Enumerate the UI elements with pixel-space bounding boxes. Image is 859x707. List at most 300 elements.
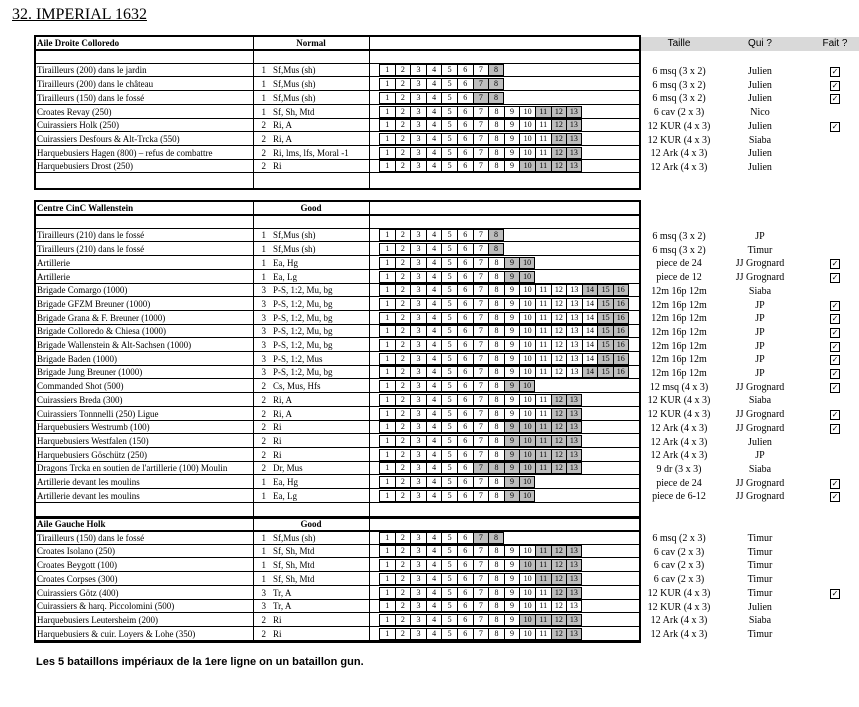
hit-box[interactable]: 6 xyxy=(457,462,473,474)
hit-box[interactable]: 4 xyxy=(426,339,442,351)
hit-box[interactable]: 13 xyxy=(566,160,582,172)
checkbox-checked-icon[interactable]: ✓ xyxy=(831,410,839,420)
hit-box[interactable]: 10 xyxy=(519,147,535,159)
hit-box[interactable]: 4 xyxy=(426,490,442,502)
hit-box[interactable]: 1 xyxy=(379,119,395,131)
hit-box[interactable]: 2 xyxy=(395,119,411,131)
fait-checkbox[interactable] xyxy=(820,93,850,104)
hit-box[interactable]: 5 xyxy=(441,587,457,599)
hit-box[interactable]: 6 xyxy=(457,339,473,351)
hit-box[interactable]: 1 xyxy=(379,298,395,310)
checkbox-checked-icon[interactable]: ✓ xyxy=(831,355,839,365)
hit-box[interactable]: 7 xyxy=(473,298,489,310)
hit-box[interactable]: 10 xyxy=(519,160,535,172)
hit-box[interactable]: 6 xyxy=(457,353,473,365)
hit-box[interactable]: 16 xyxy=(613,312,629,324)
hit-box[interactable]: 1 xyxy=(379,325,395,337)
hit-box[interactable]: 11 xyxy=(535,298,551,310)
hit-box[interactable]: 7 xyxy=(473,312,489,324)
hit-box[interactable]: 8 xyxy=(488,92,504,104)
hit-box[interactable]: 13 xyxy=(566,284,582,296)
hit-box[interactable]: 11 xyxy=(535,545,551,557)
hit-box[interactable]: 3 xyxy=(410,160,426,172)
hit-box[interactable]: 1 xyxy=(379,133,395,145)
hit-box[interactable]: 5 xyxy=(441,78,457,90)
hit-box[interactable]: 14 xyxy=(582,339,598,351)
hit-box[interactable]: 5 xyxy=(441,532,457,544)
checkbox-checked-icon[interactable]: ✓ xyxy=(831,492,839,502)
hit-box[interactable]: 8 xyxy=(488,490,504,502)
hit-box[interactable]: 3 xyxy=(410,628,426,640)
hit-box[interactable]: 10 xyxy=(519,312,535,324)
hit-box[interactable]: 3 xyxy=(410,229,426,241)
hit-box[interactable]: 1 xyxy=(379,366,395,378)
hit-box[interactable]: 9 xyxy=(504,573,520,585)
hit-box[interactable]: 14 xyxy=(582,353,598,365)
hit-box[interactable]: 3 xyxy=(410,106,426,118)
hit-box[interactable]: 1 xyxy=(379,78,395,90)
hit-box[interactable]: 4 xyxy=(426,462,442,474)
hit-box[interactable]: 3 xyxy=(410,64,426,76)
hit-box[interactable]: 1 xyxy=(379,449,395,461)
hit-box[interactable]: 13 xyxy=(566,119,582,131)
hit-box[interactable]: 3 xyxy=(410,78,426,90)
hit-box[interactable]: 2 xyxy=(395,532,411,544)
hit-box[interactable]: 3 xyxy=(410,271,426,283)
hit-box[interactable]: 11 xyxy=(535,449,551,461)
hit-box[interactable]: 4 xyxy=(426,353,442,365)
hit-box[interactable]: 5 xyxy=(441,92,457,104)
hit-box[interactable]: 12 xyxy=(551,408,567,420)
hit-box[interactable]: 2 xyxy=(395,312,411,324)
hit-box[interactable]: 12 xyxy=(551,147,567,159)
hit-box[interactable]: 11 xyxy=(535,614,551,626)
hit-box[interactable]: 11 xyxy=(535,600,551,612)
hit-box[interactable]: 6 xyxy=(457,106,473,118)
hit-box[interactable]: 1 xyxy=(379,421,395,433)
hit-box[interactable]: 1 xyxy=(379,600,395,612)
hit-box[interactable]: 10 xyxy=(519,462,535,474)
hit-box[interactable]: 5 xyxy=(441,147,457,159)
checkbox-checked-icon[interactable]: ✓ xyxy=(831,94,839,104)
hit-box[interactable]: 9 xyxy=(504,435,520,447)
hit-box[interactable]: 3 xyxy=(410,559,426,571)
hit-box[interactable]: 9 xyxy=(504,106,520,118)
hit-box[interactable]: 2 xyxy=(395,133,411,145)
hit-box[interactable]: 9 xyxy=(504,312,520,324)
hit-box[interactable]: 7 xyxy=(473,600,489,612)
hit-box[interactable]: 6 xyxy=(457,380,473,392)
hit-box[interactable]: 6 xyxy=(457,490,473,502)
hit-box[interactable]: 12 xyxy=(551,449,567,461)
hit-box[interactable]: 13 xyxy=(566,600,582,612)
hit-box[interactable]: 9 xyxy=(504,284,520,296)
fait-checkbox[interactable] xyxy=(820,491,850,502)
hit-box[interactable]: 5 xyxy=(441,284,457,296)
hit-box[interactable]: 4 xyxy=(426,325,442,337)
hit-box[interactable]: 8 xyxy=(488,545,504,557)
hit-box[interactable]: 7 xyxy=(473,106,489,118)
hit-box[interactable]: 6 xyxy=(457,271,473,283)
hit-box[interactable]: 11 xyxy=(535,435,551,447)
hit-box[interactable]: 1 xyxy=(379,284,395,296)
hit-box[interactable]: 8 xyxy=(488,271,504,283)
hit-box[interactable]: 12 xyxy=(551,312,567,324)
hit-box[interactable]: 16 xyxy=(613,325,629,337)
fait-checkbox[interactable] xyxy=(820,80,850,91)
hit-box[interactable]: 1 xyxy=(379,312,395,324)
hit-box[interactable]: 5 xyxy=(441,366,457,378)
hit-box[interactable]: 8 xyxy=(488,119,504,131)
hit-box[interactable]: 6 xyxy=(457,435,473,447)
hit-box[interactable]: 4 xyxy=(426,380,442,392)
fait-checkbox[interactable] xyxy=(820,354,850,365)
hit-box[interactable]: 9 xyxy=(504,587,520,599)
hit-box[interactable]: 2 xyxy=(395,408,411,420)
hit-box[interactable]: 9 xyxy=(504,339,520,351)
hit-box[interactable]: 6 xyxy=(457,133,473,145)
fait-checkbox[interactable] xyxy=(820,423,850,434)
hit-box[interactable]: 3 xyxy=(410,380,426,392)
hit-box[interactable]: 14 xyxy=(582,298,598,310)
hit-box[interactable]: 1 xyxy=(379,532,395,544)
hit-box[interactable]: 10 xyxy=(519,614,535,626)
hit-box[interactable]: 6 xyxy=(457,449,473,461)
hit-box[interactable]: 7 xyxy=(473,257,489,269)
hit-box[interactable]: 5 xyxy=(441,106,457,118)
fait-checkbox[interactable] xyxy=(820,409,850,420)
hit-box[interactable]: 10 xyxy=(519,421,535,433)
hit-box[interactable]: 8 xyxy=(488,421,504,433)
hit-box[interactable]: 4 xyxy=(426,78,442,90)
hit-box[interactable]: 2 xyxy=(395,78,411,90)
hit-box[interactable]: 13 xyxy=(566,353,582,365)
hit-box[interactable]: 6 xyxy=(457,298,473,310)
hit-box[interactable]: 2 xyxy=(395,160,411,172)
hit-box[interactable]: 8 xyxy=(488,257,504,269)
hit-box[interactable]: 16 xyxy=(613,298,629,310)
hit-box[interactable]: 3 xyxy=(410,298,426,310)
hit-box[interactable]: 2 xyxy=(395,229,411,241)
hit-box[interactable]: 5 xyxy=(441,160,457,172)
hit-box[interactable]: 2 xyxy=(395,64,411,76)
hit-box[interactable]: 10 xyxy=(519,449,535,461)
hit-box[interactable]: 4 xyxy=(426,298,442,310)
hit-box[interactable]: 6 xyxy=(457,408,473,420)
hit-box[interactable]: 10 xyxy=(519,476,535,488)
hit-box[interactable]: 3 xyxy=(410,587,426,599)
hit-box[interactable]: 14 xyxy=(582,325,598,337)
hit-box[interactable]: 6 xyxy=(457,559,473,571)
hit-box[interactable]: 11 xyxy=(535,147,551,159)
hit-box[interactable]: 1 xyxy=(379,92,395,104)
hit-box[interactable]: 7 xyxy=(473,380,489,392)
hit-box[interactable]: 2 xyxy=(395,380,411,392)
hit-box[interactable]: 7 xyxy=(473,587,489,599)
hit-box[interactable]: 13 xyxy=(566,614,582,626)
hit-box[interactable]: 5 xyxy=(441,421,457,433)
hit-box[interactable]: 9 xyxy=(504,476,520,488)
hit-box[interactable]: 11 xyxy=(535,628,551,640)
checkbox-checked-icon[interactable]: ✓ xyxy=(831,300,839,310)
hit-box[interactable]: 14 xyxy=(582,366,598,378)
hit-box[interactable]: 2 xyxy=(395,353,411,365)
hit-box[interactable]: 7 xyxy=(473,64,489,76)
hit-box[interactable]: 6 xyxy=(457,284,473,296)
hit-box[interactable]: 11 xyxy=(535,119,551,131)
hit-box[interactable]: 9 xyxy=(504,380,520,392)
hit-box[interactable]: 7 xyxy=(473,421,489,433)
hit-box[interactable]: 8 xyxy=(488,160,504,172)
hit-box[interactable]: 1 xyxy=(379,257,395,269)
hit-box[interactable]: 9 xyxy=(504,614,520,626)
hit-box[interactable]: 12 xyxy=(551,573,567,585)
hit-box[interactable]: 8 xyxy=(488,325,504,337)
hit-box[interactable]: 3 xyxy=(410,284,426,296)
hit-box[interactable]: 14 xyxy=(582,284,598,296)
hit-box[interactable]: 15 xyxy=(597,325,613,337)
hit-box[interactable]: 12 xyxy=(551,284,567,296)
hit-box[interactable]: 11 xyxy=(535,339,551,351)
hit-box[interactable]: 3 xyxy=(410,366,426,378)
hit-box[interactable]: 8 xyxy=(488,600,504,612)
hit-box[interactable]: 4 xyxy=(426,133,442,145)
hit-box[interactable]: 14 xyxy=(582,312,598,324)
hit-box[interactable]: 4 xyxy=(426,64,442,76)
hit-box[interactable]: 1 xyxy=(379,380,395,392)
hit-box[interactable]: 15 xyxy=(597,339,613,351)
hit-box[interactable]: 13 xyxy=(566,628,582,640)
hit-box[interactable]: 13 xyxy=(566,545,582,557)
hit-box[interactable]: 9 xyxy=(504,133,520,145)
hit-box[interactable]: 12 xyxy=(551,160,567,172)
hit-box[interactable]: 8 xyxy=(488,64,504,76)
hit-box[interactable]: 7 xyxy=(473,628,489,640)
hit-box[interactable]: 12 xyxy=(551,435,567,447)
hit-box[interactable]: 10 xyxy=(519,257,535,269)
hit-box[interactable]: 2 xyxy=(395,559,411,571)
hit-box[interactable]: 8 xyxy=(488,366,504,378)
checkbox-checked-icon[interactable]: ✓ xyxy=(831,369,839,378)
hit-box[interactable]: 7 xyxy=(473,573,489,585)
hit-box[interactable]: 2 xyxy=(395,257,411,269)
hit-box[interactable]: 11 xyxy=(535,421,551,433)
checkbox-checked-icon[interactable]: ✓ xyxy=(831,67,839,76)
hit-box[interactable]: 5 xyxy=(441,64,457,76)
hit-box[interactable]: 1 xyxy=(379,490,395,502)
hit-box[interactable]: 5 xyxy=(441,243,457,255)
hit-box[interactable]: 5 xyxy=(441,614,457,626)
fait-checkbox[interactable] xyxy=(820,588,850,599)
hit-box[interactable]: 2 xyxy=(395,366,411,378)
hit-box[interactable]: 8 xyxy=(488,435,504,447)
hit-box[interactable]: 8 xyxy=(488,573,504,585)
hit-box[interactable]: 13 xyxy=(566,339,582,351)
hit-box[interactable]: 5 xyxy=(441,133,457,145)
hit-box[interactable]: 10 xyxy=(519,339,535,351)
fait-checkbox[interactable] xyxy=(820,300,850,311)
hit-box[interactable]: 8 xyxy=(488,394,504,406)
hit-box[interactable]: 12 xyxy=(551,600,567,612)
hit-box[interactable]: 7 xyxy=(473,271,489,283)
hit-box[interactable]: 3 xyxy=(410,573,426,585)
hit-box[interactable]: 2 xyxy=(395,490,411,502)
hit-box[interactable]: 8 xyxy=(488,559,504,571)
hit-box[interactable]: 9 xyxy=(504,545,520,557)
hit-box[interactable]: 5 xyxy=(441,298,457,310)
hit-box[interactable]: 5 xyxy=(441,476,457,488)
hit-box[interactable]: 4 xyxy=(426,119,442,131)
hit-box[interactable]: 2 xyxy=(395,449,411,461)
hit-box[interactable]: 13 xyxy=(566,325,582,337)
hit-box[interactable]: 13 xyxy=(566,462,582,474)
hit-box[interactable]: 8 xyxy=(488,133,504,145)
hit-box[interactable]: 8 xyxy=(488,532,504,544)
hit-box[interactable]: 8 xyxy=(488,298,504,310)
hit-box[interactable]: 6 xyxy=(457,64,473,76)
hit-box[interactable]: 1 xyxy=(379,559,395,571)
hit-box[interactable]: 9 xyxy=(504,353,520,365)
hit-box[interactable]: 10 xyxy=(519,298,535,310)
hit-box[interactable]: 4 xyxy=(426,257,442,269)
hit-box[interactable]: 1 xyxy=(379,64,395,76)
hit-box[interactable]: 7 xyxy=(473,435,489,447)
hit-box[interactable]: 1 xyxy=(379,587,395,599)
hit-box[interactable]: 3 xyxy=(410,435,426,447)
hit-box[interactable]: 4 xyxy=(426,394,442,406)
hit-box[interactable]: 12 xyxy=(551,325,567,337)
hit-box[interactable]: 3 xyxy=(410,243,426,255)
hit-box[interactable]: 3 xyxy=(410,257,426,269)
checkbox-checked-icon[interactable]: ✓ xyxy=(831,80,839,90)
hit-box[interactable]: 11 xyxy=(535,587,551,599)
hit-box[interactable]: 10 xyxy=(519,628,535,640)
hit-box[interactable]: 4 xyxy=(426,366,442,378)
hit-box[interactable]: 4 xyxy=(426,106,442,118)
hit-box[interactable]: 12 xyxy=(551,298,567,310)
hit-box[interactable]: 13 xyxy=(566,559,582,571)
hit-box[interactable]: 10 xyxy=(519,353,535,365)
hit-box[interactable]: 1 xyxy=(379,462,395,474)
hit-box[interactable]: 5 xyxy=(441,573,457,585)
checkbox-checked-icon[interactable]: ✓ xyxy=(831,341,839,351)
hit-box[interactable]: 4 xyxy=(426,229,442,241)
hit-box[interactable]: 3 xyxy=(410,394,426,406)
hit-box[interactable]: 7 xyxy=(473,408,489,420)
hit-box[interactable]: 2 xyxy=(395,271,411,283)
hit-box[interactable]: 12 xyxy=(551,106,567,118)
hit-box[interactable]: 6 xyxy=(457,421,473,433)
hit-box[interactable]: 11 xyxy=(535,106,551,118)
hit-box[interactable]: 9 xyxy=(504,366,520,378)
hit-box[interactable]: 5 xyxy=(441,559,457,571)
hit-box[interactable]: 11 xyxy=(535,325,551,337)
hit-box[interactable]: 1 xyxy=(379,628,395,640)
hit-box[interactable]: 2 xyxy=(395,106,411,118)
hit-box[interactable]: 5 xyxy=(441,490,457,502)
hit-box[interactable]: 8 xyxy=(488,462,504,474)
hit-box[interactable]: 9 xyxy=(504,490,520,502)
hit-box[interactable]: 1 xyxy=(379,243,395,255)
hit-box[interactable]: 10 xyxy=(519,573,535,585)
hit-box[interactable]: 6 xyxy=(457,587,473,599)
hit-box[interactable]: 4 xyxy=(426,271,442,283)
hit-box[interactable]: 13 xyxy=(566,366,582,378)
hit-box[interactable]: 8 xyxy=(488,147,504,159)
hit-box[interactable]: 6 xyxy=(457,78,473,90)
hit-box[interactable]: 13 xyxy=(566,587,582,599)
hit-box[interactable]: 4 xyxy=(426,532,442,544)
hit-box[interactable]: 10 xyxy=(519,284,535,296)
hit-box[interactable]: 4 xyxy=(426,312,442,324)
hit-box[interactable]: 8 xyxy=(488,408,504,420)
hit-box[interactable]: 10 xyxy=(519,490,535,502)
hit-box[interactable]: 16 xyxy=(613,353,629,365)
hit-box[interactable]: 5 xyxy=(441,229,457,241)
hit-box[interactable]: 7 xyxy=(473,476,489,488)
hit-box[interactable]: 2 xyxy=(395,298,411,310)
hit-box[interactable]: 4 xyxy=(426,408,442,420)
hit-box[interactable]: 6 xyxy=(457,257,473,269)
hit-box[interactable]: 6 xyxy=(457,545,473,557)
hit-box[interactable]: 12 xyxy=(551,353,567,365)
hit-box[interactable]: 7 xyxy=(473,559,489,571)
hit-box[interactable]: 3 xyxy=(410,532,426,544)
hit-box[interactable]: 10 xyxy=(519,119,535,131)
hit-box[interactable]: 12 xyxy=(551,614,567,626)
hit-box[interactable]: 16 xyxy=(613,366,629,378)
hit-box[interactable]: 2 xyxy=(395,587,411,599)
hit-box[interactable]: 15 xyxy=(597,284,613,296)
hit-box[interactable]: 1 xyxy=(379,229,395,241)
hit-box[interactable]: 8 xyxy=(488,312,504,324)
hit-box[interactable]: 4 xyxy=(426,614,442,626)
hit-box[interactable]: 7 xyxy=(473,490,489,502)
hit-box[interactable]: 6 xyxy=(457,229,473,241)
hit-box[interactable]: 10 xyxy=(519,587,535,599)
hit-box[interactable]: 3 xyxy=(410,92,426,104)
hit-box[interactable]: 7 xyxy=(473,545,489,557)
hit-box[interactable]: 10 xyxy=(519,380,535,392)
hit-box[interactable]: 15 xyxy=(597,353,613,365)
hit-box[interactable]: 3 xyxy=(410,325,426,337)
hit-box[interactable]: 11 xyxy=(535,573,551,585)
hit-box[interactable]: 4 xyxy=(426,243,442,255)
checkbox-checked-icon[interactable]: ✓ xyxy=(831,327,839,337)
hit-box[interactable]: 13 xyxy=(566,421,582,433)
hit-box[interactable]: 9 xyxy=(504,408,520,420)
hit-box[interactable]: 2 xyxy=(395,573,411,585)
hit-box[interactable]: 15 xyxy=(597,312,613,324)
hit-box[interactable]: 13 xyxy=(566,133,582,145)
hit-box[interactable]: 12 xyxy=(551,366,567,378)
hit-box[interactable]: 4 xyxy=(426,600,442,612)
hit-box[interactable]: 7 xyxy=(473,243,489,255)
hit-box[interactable]: 4 xyxy=(426,449,442,461)
hit-box[interactable]: 9 xyxy=(504,298,520,310)
hit-box[interactable]: 3 xyxy=(410,312,426,324)
hit-box[interactable]: 1 xyxy=(379,106,395,118)
hit-box[interactable]: 6 xyxy=(457,160,473,172)
hit-box[interactable]: 4 xyxy=(426,545,442,557)
hit-box[interactable]: 6 xyxy=(457,243,473,255)
hit-box[interactable]: 4 xyxy=(426,559,442,571)
hit-box[interactable]: 11 xyxy=(535,353,551,365)
hit-box[interactable]: 1 xyxy=(379,160,395,172)
hit-box[interactable]: 7 xyxy=(473,614,489,626)
hit-box[interactable]: 4 xyxy=(426,587,442,599)
hit-box[interactable]: 5 xyxy=(441,408,457,420)
